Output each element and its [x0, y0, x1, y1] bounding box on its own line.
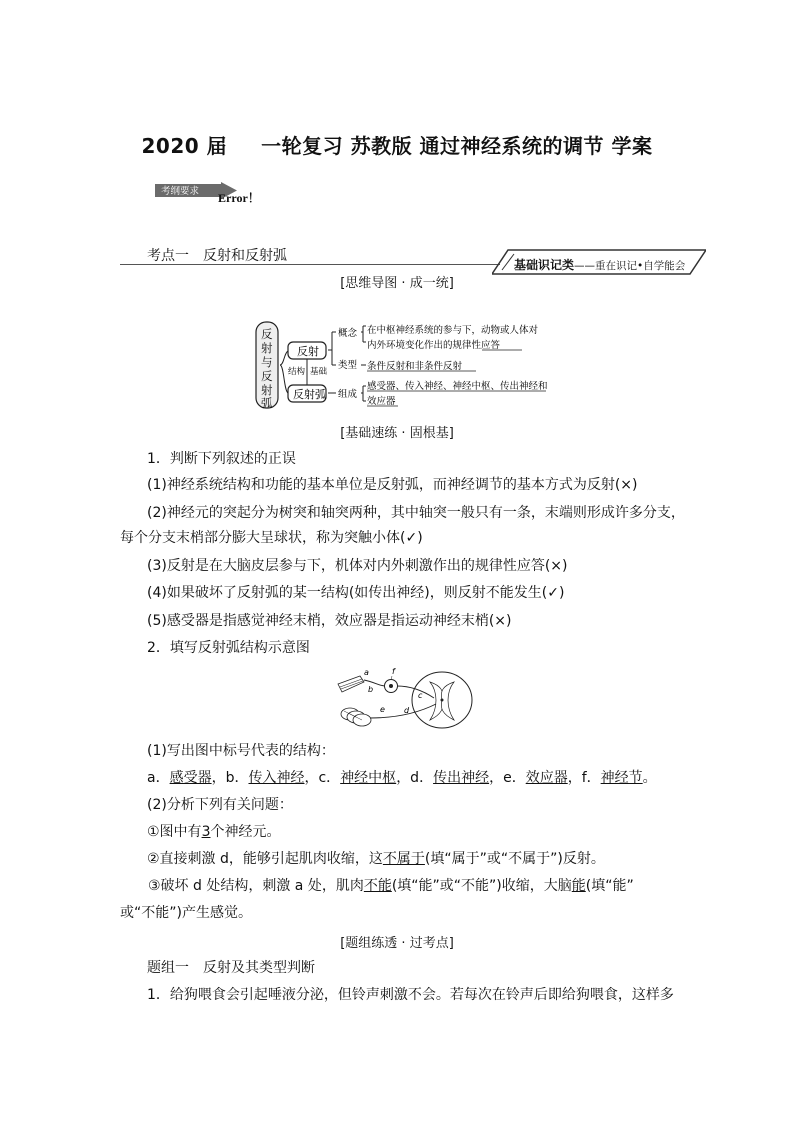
answer-e: 效应器	[525, 770, 568, 786]
mindmap-concept-label: 概念	[338, 328, 358, 339]
reflex-arc-diagram	[330, 662, 480, 732]
mindmap-compose-line2: 效应器	[367, 396, 396, 407]
q1-item-2a: (2)神经元的突起分为树突和轴突两种，其中轴突一般只有一条，末端则形成许多分支，	[147, 505, 685, 521]
answer-cannot-contract: 不能	[363, 878, 392, 894]
diagram-label-d: d	[404, 706, 410, 715]
q2-point-3: ③破坏 d 处结构，刺激 a 处，肌肉不能(填“能”或“不能”)收缩，大脑能(填“能”	[148, 878, 634, 894]
exercise-group-title: 题组一 反射及其类型判断	[147, 960, 315, 976]
q1-item-5: (5)感受器是指感觉神经末梢，效应器是指运动神经末梢(×)	[147, 613, 512, 629]
mindmap-link-basis: 基础	[310, 367, 328, 377]
section-heading: 考点一 反射和反射弧	[147, 248, 287, 264]
q2-title: 2．填写反射弧结构示意图	[147, 640, 310, 656]
practice-header: [基础速练 · 固根基]	[340, 426, 454, 441]
answer-f: 神经节	[600, 770, 643, 786]
answer-a: 感受器	[169, 770, 212, 786]
title-part1: 2020 届	[141, 134, 228, 158]
diagram-label-a: a	[364, 668, 369, 677]
banner-label: 考纲要求	[161, 186, 200, 197]
mindmap-concept-line2: 内外环境变化作出的规律性应答	[367, 340, 501, 351]
q2-point-1: ①图中有3个神经元。	[147, 824, 281, 840]
diagram-label-c: c	[418, 691, 423, 700]
q1-title: 1．判断下列叙述的正误	[147, 451, 296, 467]
q1-item-2b: 每个分支末梢部分膨大呈球状，称为突触小体(✓)	[120, 530, 423, 546]
q2-point-3-cont: 或“不能”)产生感觉。	[120, 905, 252, 921]
diagram-label-f: f	[392, 667, 395, 676]
diagram-label-b: b	[368, 685, 374, 694]
q2-sub1: (1)写出图中标号代表的结构：	[147, 743, 335, 759]
mindmap-node-arc: 反射弧	[293, 388, 326, 401]
diagram-label-e: e	[380, 705, 385, 714]
answer-d: 传出神经	[433, 770, 490, 786]
mindmap-link-structure: 结构	[288, 367, 306, 377]
title-part2: 一轮复习 苏教版 通过神经系统的调节 学案	[261, 134, 653, 158]
q1-item-4: (4)如果破坏了反射弧的某一结构(如传出神经)，则反射不能发生(✓)	[147, 585, 565, 601]
answer-not-reflex: 不属于	[382, 851, 425, 867]
answer-neuron-count: 3	[201, 824, 211, 840]
mindmap-concept-line1: 在中枢神经系统的参与下，动物或人体对	[367, 325, 539, 336]
error-text: Error！	[218, 191, 260, 205]
effector-muscle	[341, 708, 371, 726]
answer-can-feel: 能	[571, 878, 586, 894]
receptor-skin	[338, 676, 364, 692]
q2-sub2: (2)分析下列有关问题：	[147, 797, 293, 813]
q1-item-3: (3)反射是在大脑皮层参与下，机体对内外刺激作出的规律性应答(×)	[147, 558, 568, 574]
exercise-q1: 1．给狗喂食会引起唾液分泌，但铃声刺激不会。若每次在铃声后即给狗喂食，这样多	[147, 987, 674, 1003]
answer-b: 传入神经	[248, 770, 305, 786]
section-divider	[120, 264, 500, 265]
mindmap-type-text: 条件反射和非条件反射	[367, 361, 463, 372]
mindmap-type-label: 类型	[338, 360, 358, 371]
ribbon-text	[514, 256, 685, 273]
mindmap-node-reflex: 反射	[297, 345, 319, 358]
mindmap-root-text: 反射与反射弧	[261, 327, 273, 410]
exercise-header: [题组练透 · 过考点]	[340, 936, 454, 951]
page-title	[0, 130, 794, 159]
q2-point-2: ②直接刺激 d，能够引起肌肉收缩，这不属于(填“属于”或“不属于”)反射。	[147, 851, 605, 867]
mindmap-header: [思维导图 · 成一统]	[340, 276, 454, 291]
mindmap-compose-line1: 感受器、传入神经、神经中枢、传出神经和	[367, 381, 548, 392]
answer-c: 神经中枢	[340, 770, 397, 786]
ribbon-sub: ——重在识记•自学能会	[574, 260, 686, 272]
ribbon-main: 基础识记类	[514, 258, 575, 272]
q1-item-1: (1)神经系统结构和功能的基本单位是反射弧，而神经调节的基本方式为反射(×)	[147, 477, 638, 493]
q2-answers: a．感受器，b．传入神经，c．神经中枢，d．传出神经，e．效应器，f．神经节。	[147, 770, 657, 786]
mindmap-diagram	[250, 318, 570, 410]
mindmap-compose-label: 组成	[338, 389, 358, 400]
